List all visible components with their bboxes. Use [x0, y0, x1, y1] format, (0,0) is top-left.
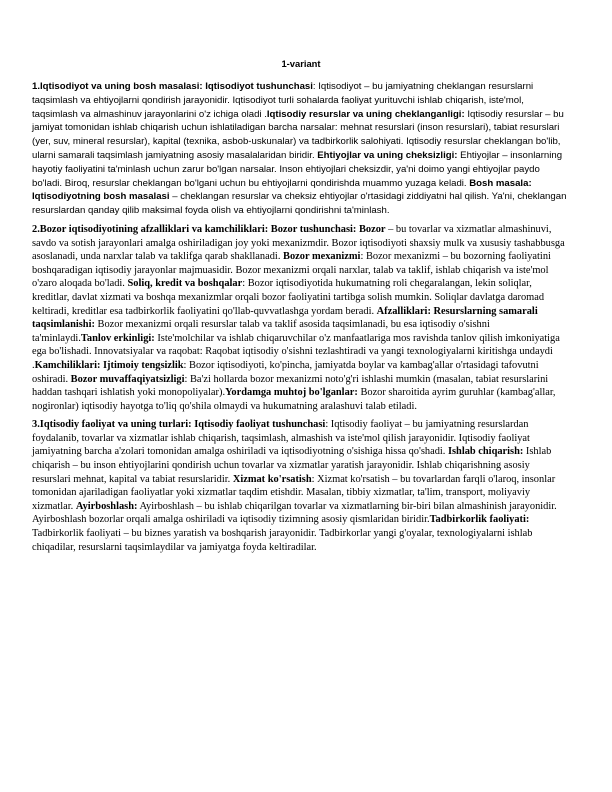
section-paragraph-2 — [32, 223, 570, 413]
body-text: : Bozor mexanizmi – bu bozorning faoliyatini boshqaradigan iqtisodiy jarayonlar majmuasidir. Bozor mexanizmi orqali narxlar, talab va taklif, ishlab chiqarish va iste'mol o'zaro aloqada bo'ladi. — [32, 251, 551, 290]
body-text: Ayirboshlash – bu ishlab chiqarilgan tovarlar va xizmatlarning bir-biri bilan almashinish jarayonidir. Ayirboshlash bozorlar orqali amalga oshiriladi va iqtisodiy tizimning asosiy qismlaridan biridir. — [32, 500, 557, 526]
bold-term: Soliq, kredit va boshqalar — [127, 278, 243, 290]
bold-term: Bozor mexanizmi — [283, 251, 361, 263]
bold-term: Ayirboshlash: — [75, 500, 138, 512]
body-text: Iste'molchilar va ishlab chiqaruvchilar o'z manfaatlariga mos ravishda tanlov qilish imkoniyatiga ega bo'lishadi. Innovatsiyalar va raqobat: Raqobat iqtisodiy o'sishni tezlashtiradi va yangi texnologiyalarni kiritishga undaydi . — [32, 332, 560, 371]
section-paragraph-1 — [32, 80, 570, 218]
bold-term: Ishlab chiqarish: — [447, 446, 524, 458]
bold-term: Afzalliklari: Resurslarning samarali taqsimlanishi: — [32, 305, 538, 331]
bold-term: Kamchiliklari: Ijtimoiy tengsizlik — [34, 359, 184, 371]
body-text: Tadbirkorlik faoliyati – bu biznes yaratish va boshqarish jarayonidir. Tadbirkorlar yangi g'oyalar, texnologiyalarni ishlab chiqadilar, resurslarni taqsimlaydilar va jamiyatga foyda keltiradilar. — [32, 528, 533, 553]
bold-term: Bozor muvaffaqiyatsizligi — [70, 373, 185, 385]
bold-term: Yordamga muhtoj bo'lganlar: — [225, 387, 358, 399]
body-text: Ehtiyojlar – insonlarning hayotiy faoliyatini ta'minlash uchun zarur bo'lgan narsalar. Inson ehtiyojlari cheksizdir, ya'ni doimo yangi ehtiyojlar paydo bo'ladi. Biroq, resurslar cheklangan bo'lgani uchun bu ehtiyojlarni qondirishda muammo yuzaga keladi. — [32, 149, 563, 189]
bold-term: Tanlov erkinligi: — [80, 332, 155, 344]
bold-term: 2.Bozor iqtisodiyotining afzalliklari va kamchiliklari: Bozor tushunchasi: Bozor — [32, 223, 386, 235]
body-text: : Iqtisodiyot – bu jamiyatning cheklangan resurslarni taqsimlash va ehtiyojlarni qondirish jarayonidir. Iqtisodiyot turli sohalarda faoliyat yurituvchi ishlab chiqarish, iste'mol, taqsimlash va almashinuv jarayonlarini o'z ichiga oladi . — [32, 81, 534, 120]
bold-term: Ehtiyojlar va uning cheksizligi: — [317, 149, 458, 161]
page-title: 1-variant — [281, 58, 321, 69]
body-text: Ishlab chiqarish – bu inson ehtiyojlarini qondirish uchun tovarlar va xizmatlar yaratish jarayonidir. Ishlab chiqarishning asosiy resurslari mehnat, kapital va tabiat resurslaridir. — [32, 446, 552, 485]
body-text: Bozor mexanizmi orqali resurslar talab va taklif asosida taqsimlanadi, bu esa iqtisodiy o'sishni ta'minlaydi. — [32, 319, 490, 344]
bold-term: Bosh masala: Iqtisodiyotning bosh masalasi — [32, 177, 532, 203]
section-paragraph-3 — [32, 418, 570, 554]
body-text: : Bozor iqtisodiyotida hukumatning roli chegaralangan, lekin soliqlar, kreditlar, davlat xizmati va boshqa mexanizmlar orqali bozor faoliyatini tartibga solish mumkin. Soliqlar davlatga daromad keltiradi, kreditlar esa tadbirkorlik faoliyatini qo'llab-quvvatlashga yordam beradi. — [32, 278, 545, 317]
body-text: : Xizmat ko'rsatish – bu tovarlardan farqli o'laroq, insonlar tomonidan ajariladigan faoliyatlar yoki xizmatlar taqdim etishdir. Masalan, tibbiy xizmatlar, ta'lim, transport, moliyaviy xizmatlar. — [32, 473, 556, 512]
body-text: – bu tovarlar va xizmatlar almashinuvi, savdo va sotish jarayonlari amalga oshiriladigan joy yoki mexanizmdir. Bozor iqtisodiyoti shaxsiy mulk va xususiy tashabbusga asoslanadi, unda narxlar talab va taklifga qarab shakllanadi. — [32, 223, 565, 263]
body-text: : Iqtisodiy faoliyat – bu jamiyatning resurslardan foydalanib, tovarlar va xizmatlar ishlab chiqarish, taqsimlash, almashish va iste'mol qilish jarayonidir. Iqtisodiy faoliyat jamiyatning barcha a'zolari tomonidan amalga oshiriladi va iqtisodiyotning o'sishiga hissa qo'shadi. — [32, 419, 530, 458]
document-body — [32, 80, 570, 554]
body-text: – cheklangan resurslar va cheksiz ehtiyojlar o'rtasidagi ziddiyatni hal qilish. Ya'ni, cheklangan resurslardan qanday qilib maksimal foyda olish va ehtiyojlarni qondirishni ta'minlash. — [32, 191, 567, 217]
bold-term: 3.Iqtisodiy faoliyat va uning turlari: Iqtisodiy faoliyat tushunchasi — [32, 419, 326, 431]
body-text: : Ba'zi hollarda bozor mexanizmi noto'g'ri ishlashi mumkin (masalan, tabiat resurslarini haddan tashqari ishlatish yoki monopoliyalar). — [32, 373, 549, 399]
bold-term: Tadbirkorlik faoliyati: — [429, 514, 530, 526]
body-text: Bozor sharoitida ayrim guruhlar (kambag'allar, nogironlar) iqtisodiy hayotga to'liq qo'shila olmaydi va hukumatning aralashuvi talab etiladi. — [32, 387, 556, 412]
body-text: Iqtisodiy resurslar – bu jamiyat tomonidan ishlab chiqarish uchun ishlatiladigan barcha narsalar: mehnat resurslari (inson resurslari), tabiat resurslari (yer, suv, mineral resurslar), kapital (texnika, asbob-uskunalar) va tadbirkorlik salohiyati. Iqtisodiy resurslar cheklangan bo'lib, ularni samarali taqsimlash jamiyatning asosiy masalalaridan biridir. — [32, 108, 564, 161]
body-text: : Bozor iqtisodiyoti, ko'pincha, jamiyatda boylar va kambag'allar o'rtasidagi tafovutni oshiradi. — [32, 359, 539, 385]
bold-term: Xizmat ko'rsatish — [232, 473, 312, 485]
bold-term: Iqtisodiy resurslar va uning cheklanganligi: — [266, 108, 465, 120]
bold-term: 1.Iqtisodiyot va uning bosh masalasi: Iqtisodiyot tushunchasi — [32, 81, 313, 92]
